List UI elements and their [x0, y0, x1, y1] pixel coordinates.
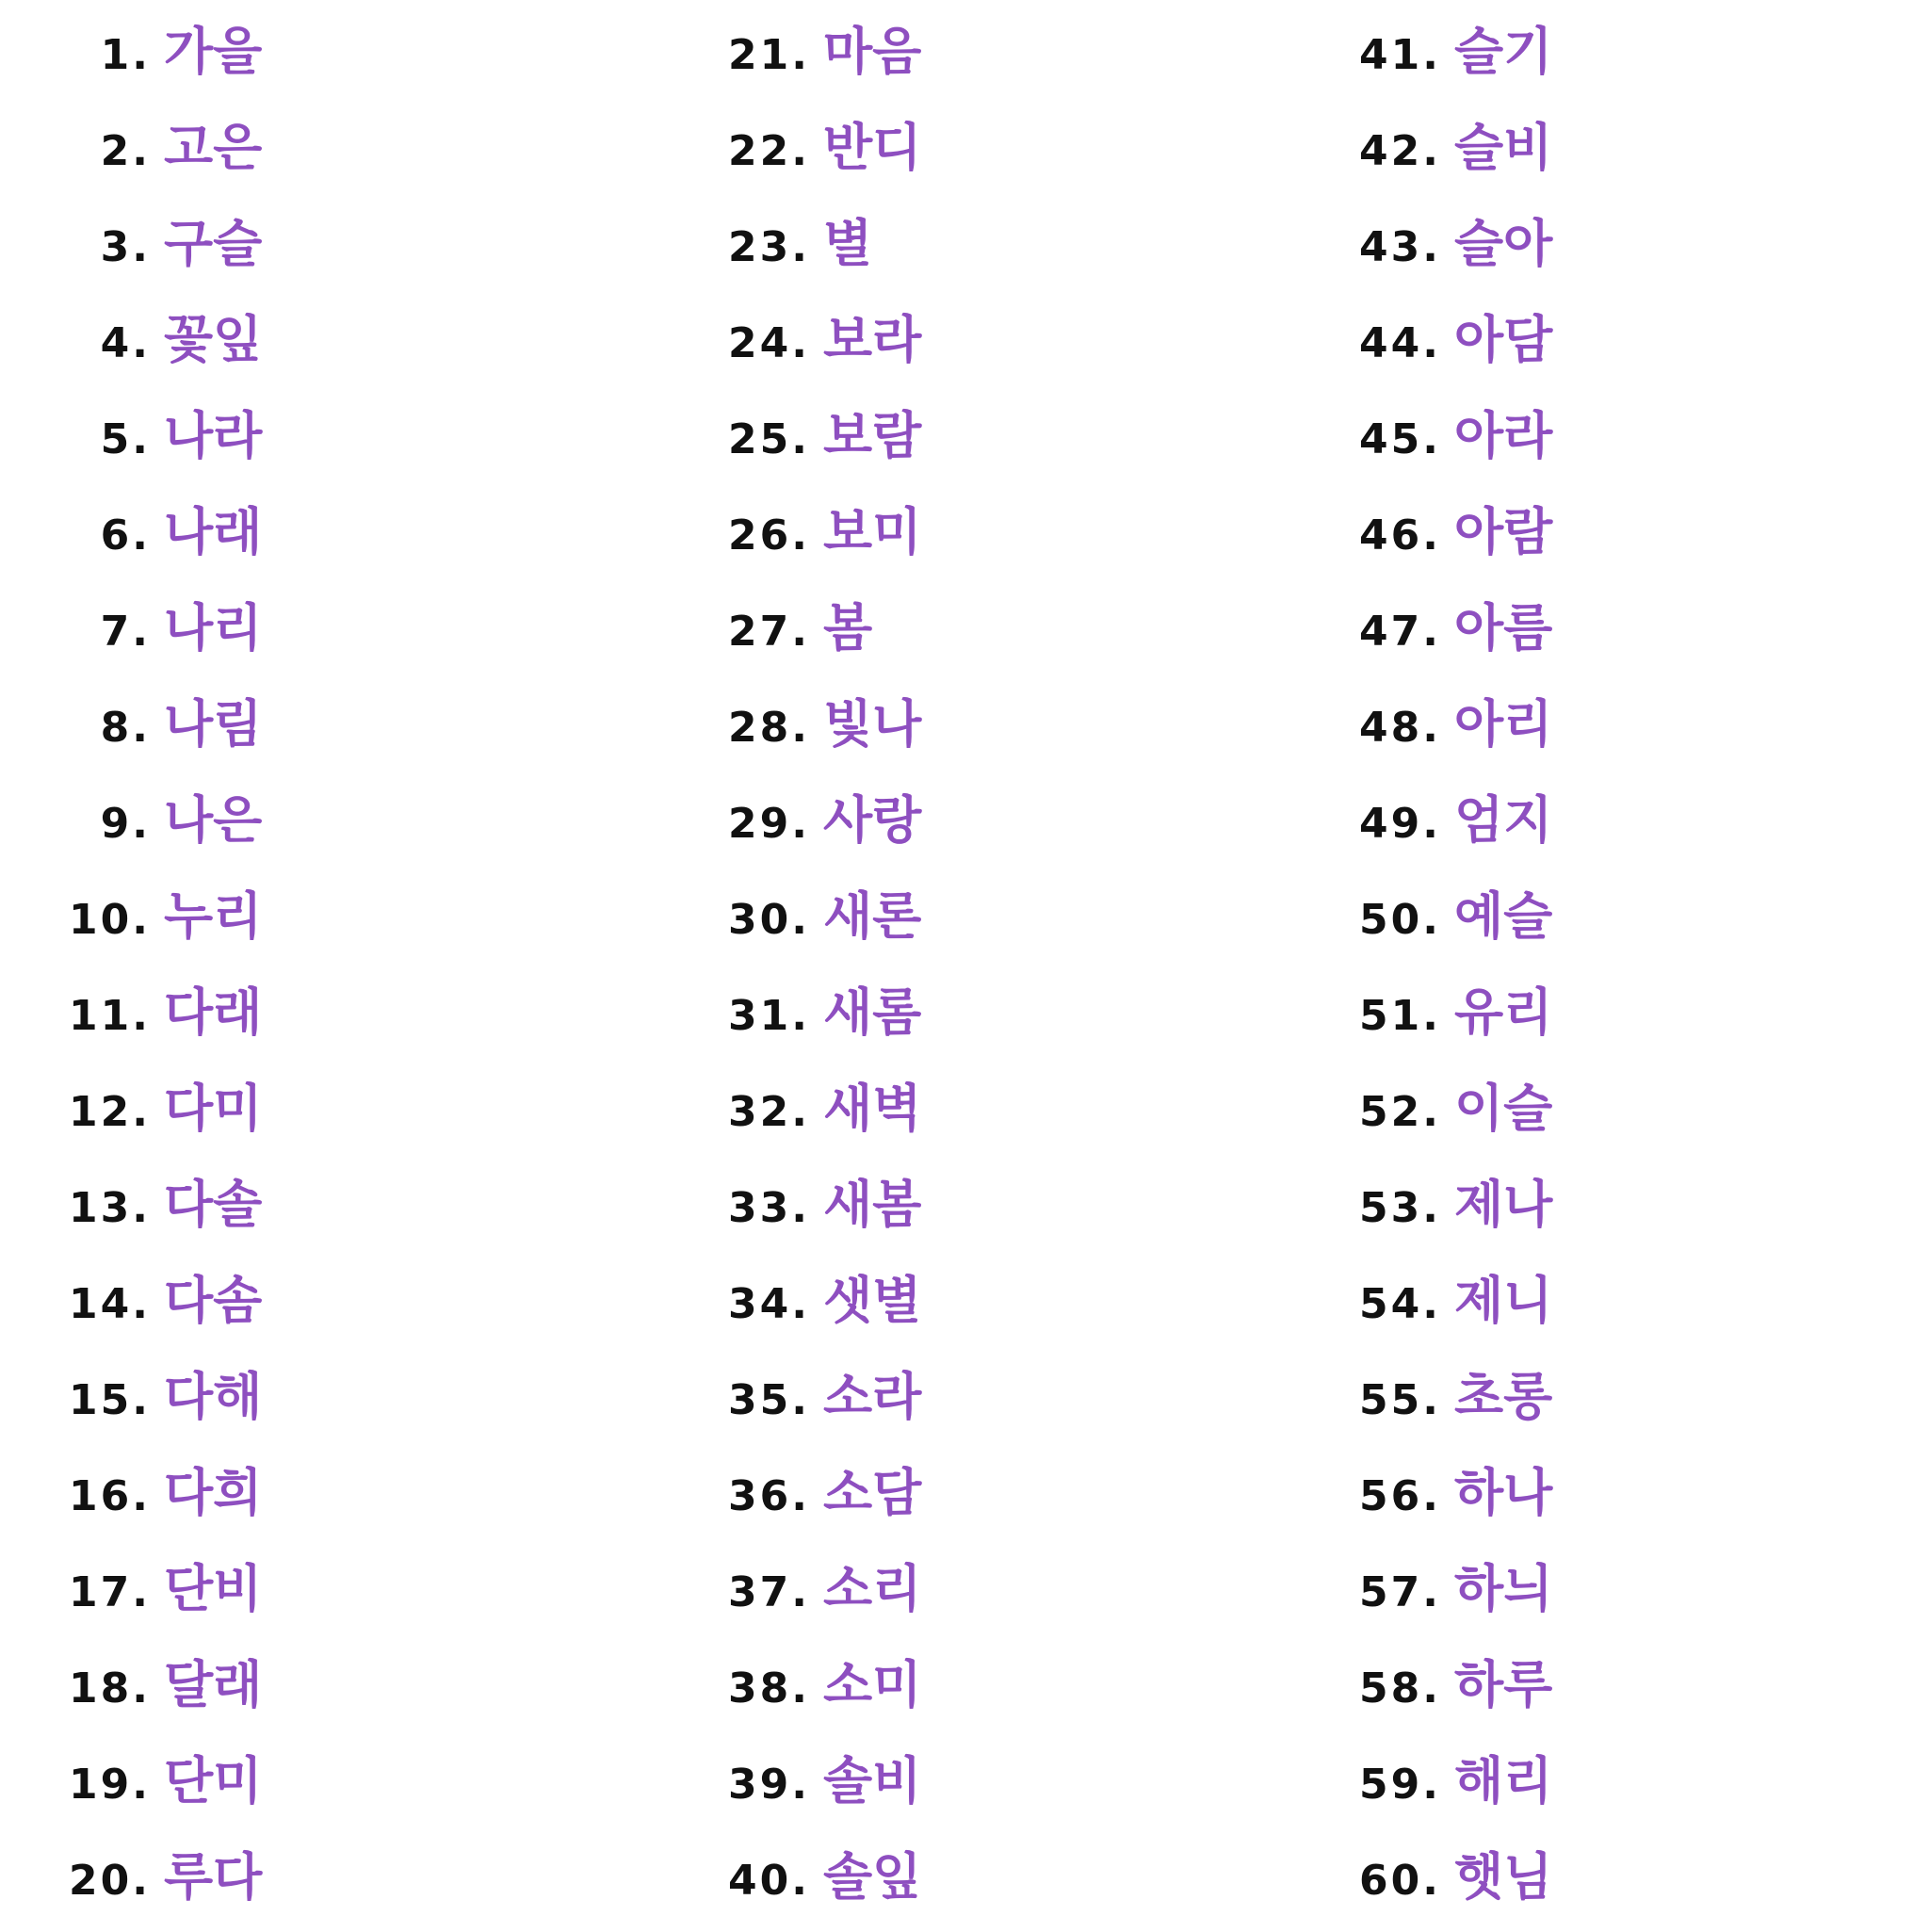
list-item — [1300, 1547, 1552, 1632]
item-number: 29. — [728, 800, 810, 848]
list-item — [0, 490, 262, 575]
korean-name: 빛나 — [823, 694, 922, 754]
korean-name: 다솔 — [164, 1175, 263, 1234]
item-number: 21. — [728, 31, 810, 79]
korean-name: 단비 — [164, 1559, 263, 1618]
item-number: 48. — [1359, 704, 1441, 752]
korean-name: 새론 — [823, 886, 922, 946]
list-item — [1300, 682, 1552, 767]
list-item — [1300, 970, 1552, 1055]
item-number: 45. — [1359, 415, 1441, 463]
item-number: 40. — [728, 1857, 810, 1905]
item-number: 55. — [1359, 1376, 1441, 1424]
list-item — [659, 1547, 921, 1632]
korean-name: 누리 — [164, 886, 263, 946]
item-number: 13. — [69, 1184, 151, 1232]
korean-name: 나리 — [164, 598, 263, 658]
korean-name: 제니 — [1454, 1271, 1553, 1330]
item-number: 14. — [69, 1280, 151, 1328]
item-number: 34. — [728, 1280, 810, 1328]
korean-name: 다솜 — [164, 1271, 263, 1330]
item-number: 44. — [1359, 319, 1441, 367]
korean-name: 슬기 — [1454, 22, 1553, 81]
korean-name: 유리 — [1454, 982, 1553, 1042]
korean-name: 하나 — [1454, 1463, 1553, 1522]
list-item — [659, 682, 921, 767]
item-number: 53. — [1359, 1184, 1441, 1232]
korean-name: 마음 — [823, 22, 922, 81]
korean-name: 소미 — [823, 1655, 922, 1714]
item-number: 52. — [1359, 1088, 1441, 1136]
list-item — [0, 970, 262, 1055]
list-item — [659, 490, 921, 575]
korean-name: 새롬 — [823, 982, 922, 1042]
list-item — [659, 298, 921, 382]
korean-name: 다해 — [164, 1367, 263, 1426]
item-number: 9. — [100, 800, 151, 848]
korean-name: 햇님 — [1454, 1847, 1553, 1907]
item-number: 42. — [1359, 127, 1441, 175]
item-number: 6. — [100, 511, 151, 560]
korean-name: 반디 — [823, 118, 922, 177]
list-item — [659, 778, 921, 863]
korean-name: 아리 — [1454, 694, 1553, 754]
list-item — [1300, 1643, 1552, 1728]
item-number: 36. — [728, 1472, 810, 1520]
korean-name: 엄지 — [1454, 790, 1553, 850]
item-number: 2. — [100, 127, 151, 175]
korean-name: 고은 — [164, 118, 263, 177]
item-number: 38. — [728, 1664, 810, 1713]
korean-name: 보람 — [823, 406, 922, 465]
korean-name: 소리 — [823, 1559, 922, 1618]
list-item — [1300, 202, 1552, 286]
list-item — [0, 874, 262, 959]
korean-name: 솔잎 — [823, 1847, 922, 1907]
korean-name: 나라 — [164, 406, 263, 465]
korean-name: 이슬 — [1454, 1079, 1553, 1138]
list-item — [659, 1835, 921, 1920]
korean-name: 나림 — [164, 694, 263, 754]
list-item — [0, 1643, 262, 1728]
item-number: 25. — [728, 415, 810, 463]
list-item — [659, 394, 921, 479]
item-number: 27. — [728, 608, 810, 656]
list-item — [1300, 106, 1552, 190]
item-number: 58. — [1359, 1664, 1441, 1713]
list-item — [1300, 586, 1552, 671]
list-item — [0, 586, 262, 671]
list-item — [0, 1066, 262, 1151]
list-item — [1300, 1162, 1552, 1247]
list-item — [1300, 1835, 1552, 1920]
item-number: 8. — [100, 704, 151, 752]
korean-name: 해리 — [1454, 1751, 1553, 1810]
item-number: 41. — [1359, 31, 1441, 79]
korean-name: 제나 — [1454, 1175, 1553, 1234]
item-number: 23. — [728, 223, 810, 271]
list-item — [0, 1451, 262, 1535]
item-number: 4. — [100, 319, 151, 367]
item-number: 49. — [1359, 800, 1441, 848]
list-item — [0, 394, 262, 479]
korean-name: 슬비 — [1454, 118, 1553, 177]
list-item — [659, 1739, 921, 1824]
item-number: 47. — [1359, 608, 1441, 656]
korean-name: 새봄 — [823, 1175, 922, 1234]
item-number: 35. — [728, 1376, 810, 1424]
item-number: 37. — [728, 1568, 810, 1616]
list-item — [1300, 874, 1552, 959]
list-item — [1300, 394, 1552, 479]
item-number: 17. — [69, 1568, 151, 1616]
list-item — [659, 106, 921, 190]
korean-name: 봄 — [823, 598, 873, 658]
korean-name: 단미 — [164, 1751, 263, 1810]
list-item — [659, 586, 872, 671]
list-item — [1300, 490, 1552, 575]
item-number: 10. — [69, 896, 151, 944]
korean-name: 달래 — [164, 1655, 263, 1714]
korean-name: 하루 — [1454, 1655, 1553, 1714]
korean-name: 아라 — [1454, 406, 1553, 465]
list-item — [0, 1258, 262, 1343]
list-item — [659, 1066, 921, 1151]
item-number: 39. — [728, 1761, 810, 1809]
korean-name: 새벽 — [823, 1079, 922, 1138]
korean-name: 아름 — [1454, 598, 1553, 658]
item-number: 20. — [69, 1857, 151, 1905]
list-item — [1300, 298, 1552, 382]
item-number: 33. — [728, 1184, 810, 1232]
list-item — [0, 106, 262, 190]
item-number: 1. — [100, 31, 151, 79]
list-item — [1300, 1355, 1552, 1439]
korean-name: 구슬 — [164, 214, 263, 273]
korean-name: 소담 — [823, 1463, 922, 1522]
item-number: 3. — [100, 223, 151, 271]
item-number: 56. — [1359, 1472, 1441, 1520]
korean-name: 보라 — [823, 310, 922, 369]
korean-name: 다미 — [164, 1079, 263, 1138]
korean-name: 루다 — [164, 1847, 263, 1907]
item-number: 15. — [69, 1376, 151, 1424]
list-item — [0, 1835, 262, 1920]
list-item — [659, 9, 921, 94]
item-number: 31. — [728, 992, 810, 1040]
korean-name: 초롱 — [1454, 1367, 1553, 1426]
korean-name: 아담 — [1454, 310, 1553, 369]
list-item — [659, 1451, 921, 1535]
list-item — [1300, 1066, 1552, 1151]
item-number: 18. — [69, 1664, 151, 1713]
korean-name: 나래 — [164, 502, 263, 561]
item-number: 5. — [100, 415, 151, 463]
list-item — [659, 202, 872, 286]
item-number: 7. — [100, 608, 151, 656]
korean-name: 꽃잎 — [164, 310, 263, 369]
list-item — [1300, 1258, 1552, 1343]
korean-name: 가을 — [164, 22, 263, 81]
list-item — [659, 1355, 921, 1439]
korean-name: 다희 — [164, 1463, 263, 1522]
item-number: 11. — [69, 992, 151, 1040]
item-number: 46. — [1359, 511, 1441, 560]
item-number: 60. — [1359, 1857, 1441, 1905]
list-item — [0, 1162, 262, 1247]
item-number: 28. — [728, 704, 810, 752]
list-item — [0, 1355, 262, 1439]
list-item — [659, 1643, 921, 1728]
item-number: 12. — [69, 1088, 151, 1136]
list-item — [0, 682, 262, 767]
korean-name: 다래 — [164, 982, 263, 1042]
list-item — [1300, 1451, 1552, 1535]
list-item — [0, 202, 262, 286]
item-number: 16. — [69, 1472, 151, 1520]
item-number: 32. — [728, 1088, 810, 1136]
korean-name: 사랑 — [823, 790, 922, 850]
list-item — [659, 1162, 921, 1247]
list-item — [1300, 1739, 1552, 1824]
korean-name: 아람 — [1454, 502, 1553, 561]
item-number: 22. — [728, 127, 810, 175]
korean-name: 솔비 — [823, 1751, 922, 1810]
item-number: 24. — [728, 319, 810, 367]
item-number: 26. — [728, 511, 810, 560]
korean-name: 하늬 — [1454, 1559, 1553, 1618]
list-item — [0, 1547, 262, 1632]
list-item — [659, 874, 921, 959]
item-number: 30. — [728, 896, 810, 944]
list-item — [0, 9, 262, 94]
list-item — [659, 1258, 921, 1343]
item-number: 43. — [1359, 223, 1441, 271]
list-item — [1300, 9, 1552, 94]
list-item — [659, 970, 921, 1055]
list-item — [0, 1739, 262, 1824]
list-item — [0, 778, 262, 863]
item-number: 51. — [1359, 992, 1441, 1040]
item-number: 50. — [1359, 896, 1441, 944]
korean-name: 별 — [823, 214, 873, 273]
item-number: 54. — [1359, 1280, 1441, 1328]
list-item — [0, 298, 262, 382]
list-item — [1300, 778, 1552, 863]
korean-name: 샛별 — [823, 1271, 922, 1330]
item-number: 57. — [1359, 1568, 1441, 1616]
korean-name: 소라 — [823, 1367, 922, 1426]
korean-name: 슬아 — [1454, 214, 1553, 273]
item-number: 19. — [69, 1761, 151, 1809]
item-number: 59. — [1359, 1761, 1441, 1809]
korean-name: 보미 — [823, 502, 922, 561]
korean-name: 나은 — [164, 790, 263, 850]
korean-name: 예슬 — [1454, 886, 1553, 946]
